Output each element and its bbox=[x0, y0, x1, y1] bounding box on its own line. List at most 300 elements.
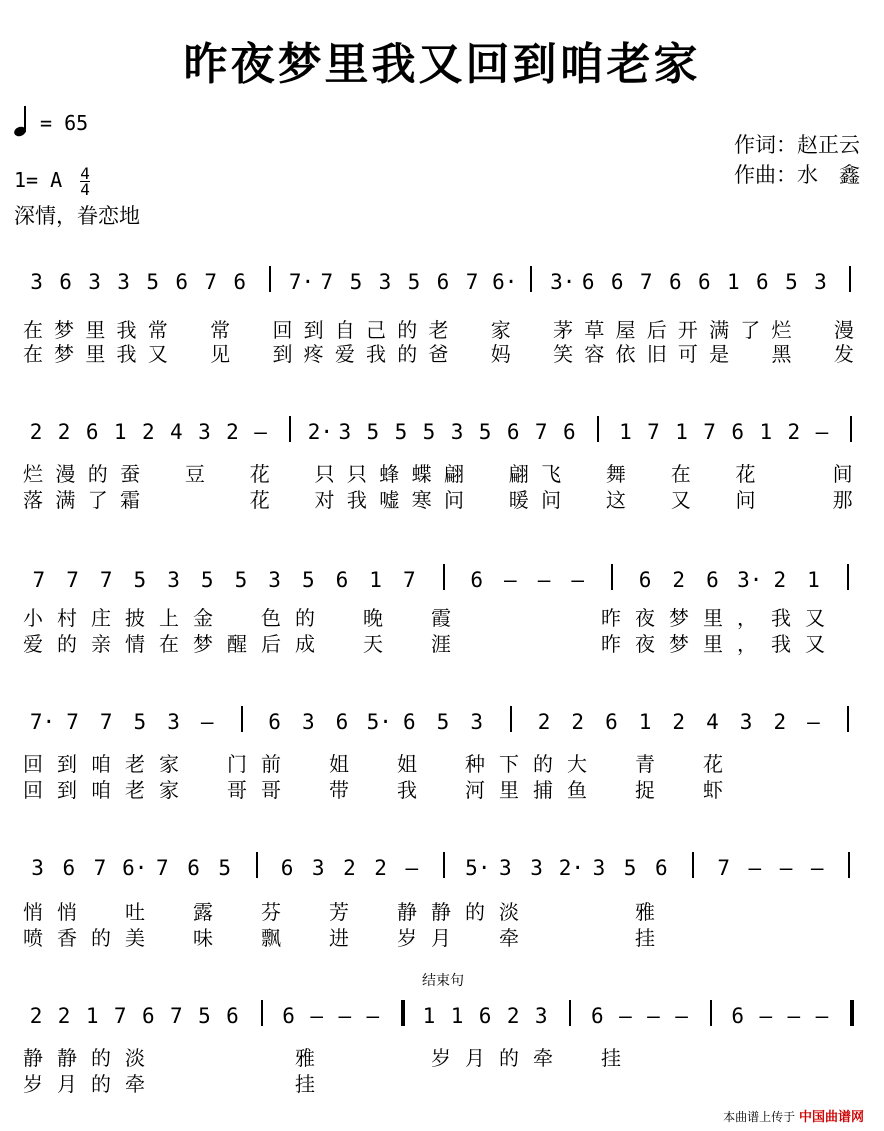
note: – bbox=[310, 1004, 324, 1028]
composer: 作曲：水 鑫 bbox=[734, 163, 860, 187]
lyric-char: 翩 bbox=[508, 462, 529, 486]
lyric-char: 发 bbox=[833, 342, 854, 366]
lyric-char: 的 bbox=[57, 632, 77, 656]
lyric-char: 满 bbox=[709, 318, 730, 342]
lyric-char bbox=[184, 484, 206, 513]
note: – bbox=[810, 856, 824, 880]
lyric-char bbox=[475, 458, 497, 487]
lyric-line bbox=[0, 1068, 884, 1096]
note: 3 bbox=[167, 568, 180, 592]
note: 6· bbox=[122, 856, 148, 880]
lyric-char: 哥 bbox=[261, 778, 281, 802]
lyric-char: 满 bbox=[55, 488, 76, 512]
lyric-char: 的 bbox=[397, 318, 418, 342]
lyric-char bbox=[294, 896, 316, 925]
lyric-char: 牵 bbox=[499, 926, 519, 950]
note: 3 bbox=[31, 856, 44, 880]
note: 3 bbox=[30, 270, 43, 294]
lyric-char bbox=[396, 602, 418, 631]
note: 6 bbox=[581, 270, 595, 294]
lyric-char: 又 bbox=[805, 632, 825, 656]
note: 3 bbox=[378, 270, 392, 294]
note: 6 bbox=[280, 856, 294, 880]
bar-line bbox=[850, 416, 852, 442]
bar-line bbox=[597, 416, 599, 442]
note: 7 bbox=[99, 568, 113, 592]
lyric-char bbox=[532, 602, 554, 631]
notation-system bbox=[0, 262, 884, 302]
lyric-char: 老 bbox=[428, 318, 449, 342]
lyric-char: 问 bbox=[444, 488, 464, 512]
note: 3 bbox=[534, 1004, 548, 1028]
lyric-char: 带 bbox=[329, 778, 349, 802]
notation-system bbox=[0, 702, 884, 742]
bar-line bbox=[261, 1000, 263, 1026]
lyric-char: 花 bbox=[703, 752, 723, 776]
lyric-char: 只 bbox=[314, 462, 335, 486]
note: 1 bbox=[759, 420, 773, 444]
note: 7 bbox=[204, 270, 218, 294]
note: – bbox=[338, 1004, 352, 1028]
lyric-line bbox=[0, 748, 884, 776]
lyric-char: 醒 bbox=[227, 632, 247, 656]
lyric-char bbox=[152, 484, 174, 513]
lyric-char: 开 bbox=[677, 318, 698, 342]
lyric-char: 自 bbox=[334, 318, 355, 342]
lyric-char: 老 bbox=[125, 778, 145, 802]
lyric-char: 哥 bbox=[227, 778, 247, 802]
note: 6 bbox=[436, 270, 450, 294]
lyric-char bbox=[573, 458, 595, 487]
note: 3 bbox=[450, 420, 464, 444]
lyric-char: 鱼 bbox=[567, 778, 587, 802]
note: 6 bbox=[638, 568, 652, 592]
lyric-char: 里 bbox=[703, 606, 723, 630]
lyric-char bbox=[158, 896, 180, 925]
notation-system bbox=[0, 412, 884, 452]
lyric-char: 翩 bbox=[444, 462, 464, 486]
note: 5 bbox=[133, 568, 147, 592]
lyric-char bbox=[216, 484, 238, 513]
lyric-char bbox=[216, 458, 238, 487]
note: 2 bbox=[226, 420, 239, 444]
lyric-char: 飞 bbox=[541, 462, 562, 486]
note: 7 bbox=[534, 420, 548, 444]
note: 2 bbox=[343, 856, 356, 880]
note: 5 bbox=[394, 420, 408, 444]
lyric-line bbox=[0, 922, 884, 950]
note: 6 bbox=[141, 1004, 155, 1028]
note: 6 bbox=[470, 568, 483, 592]
lyric-char bbox=[600, 748, 622, 777]
note: 7 bbox=[156, 856, 169, 880]
lyric-char bbox=[702, 458, 724, 487]
lyric-char: 喷 bbox=[23, 926, 43, 950]
note: 2· bbox=[558, 856, 585, 880]
lyric-char bbox=[328, 1042, 350, 1071]
bar-line bbox=[510, 706, 512, 732]
lyric-char bbox=[532, 922, 554, 951]
note: 1 bbox=[727, 270, 740, 294]
lyric-char bbox=[90, 896, 112, 925]
lyric-char: 家 bbox=[490, 318, 511, 342]
note: 2 bbox=[672, 568, 686, 592]
lyric-char: 月 bbox=[431, 926, 451, 950]
bar-line bbox=[241, 706, 243, 732]
lyric-char: 烂 bbox=[23, 462, 43, 486]
lyric-char: 淡 bbox=[499, 900, 519, 924]
lyric-line bbox=[0, 458, 884, 486]
lyric-char bbox=[226, 896, 248, 925]
note: 2 bbox=[29, 1004, 43, 1028]
lyric-char: 咱 bbox=[91, 778, 111, 802]
bar-line bbox=[848, 852, 850, 878]
lyric-char: ， bbox=[737, 632, 757, 656]
note: 5· bbox=[366, 710, 392, 734]
lyric-char: 我 bbox=[771, 606, 791, 630]
note: 7 bbox=[465, 270, 479, 294]
note: 6 bbox=[478, 1004, 492, 1028]
note: 7 bbox=[320, 270, 334, 294]
note: 3 bbox=[167, 710, 180, 734]
lyric-char: 成 bbox=[295, 632, 315, 656]
note: 4 bbox=[706, 710, 719, 734]
lyric-char: ， bbox=[737, 606, 757, 630]
lyric-char bbox=[802, 338, 824, 367]
lyric-char: 的 bbox=[91, 926, 111, 950]
bar-line bbox=[401, 1000, 405, 1026]
note: 5 bbox=[301, 568, 315, 592]
bar-line bbox=[692, 852, 694, 878]
lyric-char: 淡 bbox=[125, 1046, 145, 1070]
lyric-char: 我 bbox=[116, 342, 137, 366]
lyric-char: 回 bbox=[272, 318, 293, 342]
lyric-char: 的 bbox=[397, 342, 418, 366]
note: 2 bbox=[57, 420, 71, 444]
bar-line bbox=[289, 416, 291, 442]
note: 3· bbox=[550, 270, 576, 294]
note: 5 bbox=[349, 270, 363, 294]
lyric-char: 亲 bbox=[91, 632, 111, 656]
lyric-char: 后 bbox=[261, 632, 281, 656]
note: 3 bbox=[530, 856, 543, 880]
lyric-char: 梦 bbox=[193, 632, 213, 656]
note: 6· bbox=[492, 270, 518, 294]
lyric-char: 青 bbox=[635, 752, 655, 776]
note: 6 bbox=[402, 710, 416, 734]
note: 5 bbox=[623, 856, 637, 880]
lyric-char: 依 bbox=[615, 342, 636, 366]
note: 3 bbox=[301, 710, 315, 734]
lyric-char: 疼 bbox=[303, 342, 324, 366]
bar-line bbox=[847, 706, 849, 732]
note: 6 bbox=[610, 270, 624, 294]
lyric-char bbox=[158, 1068, 180, 1097]
note: 7 bbox=[703, 420, 716, 444]
lyric-char: 烂 bbox=[771, 318, 792, 342]
lyric-char: 色 bbox=[261, 606, 281, 630]
note: 5 bbox=[200, 568, 214, 592]
note: 3 bbox=[814, 270, 827, 294]
note: 6 bbox=[85, 420, 99, 444]
lyric-char: 门 bbox=[227, 752, 247, 776]
lyric-char: 的 bbox=[499, 1046, 519, 1070]
note: 1 bbox=[638, 710, 652, 734]
note: 6 bbox=[506, 420, 520, 444]
note: 6 bbox=[668, 270, 682, 294]
note: 7 bbox=[93, 856, 107, 880]
lyric-char: 大 bbox=[567, 752, 587, 776]
bar-line bbox=[847, 564, 849, 590]
lyric-char bbox=[328, 628, 350, 657]
note: 6 bbox=[59, 270, 72, 294]
lyric-char: 村 bbox=[57, 606, 77, 630]
key-label: 1= A bbox=[14, 168, 63, 192]
lyric-char: 金 bbox=[193, 606, 213, 630]
lyric-char: 梦 bbox=[54, 342, 75, 366]
note: 7 bbox=[32, 568, 46, 592]
note: 6 bbox=[268, 710, 281, 734]
note: 3 bbox=[268, 568, 281, 592]
note: 7 bbox=[717, 856, 730, 880]
note: – bbox=[815, 420, 829, 444]
lyric-char bbox=[739, 338, 761, 367]
lyric-char: 静 bbox=[397, 900, 417, 924]
note: 1 bbox=[85, 1004, 99, 1028]
note: 2· bbox=[307, 420, 333, 444]
lyric-char: 茅 bbox=[553, 318, 574, 342]
expression-marking: 深情，眷恋地 bbox=[14, 204, 140, 228]
note: 5 bbox=[407, 270, 421, 294]
lyric-char: 梦 bbox=[669, 606, 689, 630]
lyric-char: 的 bbox=[91, 1046, 111, 1070]
lyric-char: 小 bbox=[23, 606, 43, 630]
note: 3 bbox=[338, 420, 352, 444]
lyric-char: 在 bbox=[23, 318, 43, 342]
note: – bbox=[366, 1004, 380, 1028]
credits bbox=[734, 130, 860, 190]
lyric-char: 漫 bbox=[833, 318, 854, 342]
site-logo: 中国曲谱网 bbox=[798, 1110, 864, 1125]
lyric-char: 上 bbox=[159, 606, 179, 630]
tempo-value: = 65 bbox=[40, 111, 89, 135]
note: 3· bbox=[737, 568, 763, 592]
lyric-char: 昨 bbox=[601, 632, 621, 656]
note: 2 bbox=[537, 710, 551, 734]
lyric-char: 嘘 bbox=[379, 488, 400, 512]
lyric-char: 豆 bbox=[184, 462, 205, 486]
lyric-char: 屋 bbox=[615, 318, 636, 342]
lyric-char: 情 bbox=[125, 632, 145, 656]
note: 1 bbox=[422, 1004, 436, 1028]
lyric-char: 露 bbox=[193, 900, 213, 924]
note: 7 bbox=[99, 710, 113, 734]
lyric-char bbox=[294, 748, 316, 777]
lyric-char: 到 bbox=[57, 778, 77, 802]
note: 2 bbox=[571, 710, 585, 734]
lyric-char: 静 bbox=[57, 1046, 77, 1070]
bar-line bbox=[256, 852, 258, 878]
lyric-char: 又 bbox=[805, 606, 825, 630]
note: 2 bbox=[29, 420, 43, 444]
lyric-char: 里 bbox=[85, 342, 106, 366]
lyric-char bbox=[464, 922, 486, 951]
lyric-char: 的 bbox=[295, 606, 315, 630]
lyric-char: 姐 bbox=[329, 752, 349, 776]
lyric-char: 爸 bbox=[428, 342, 449, 366]
lyric-char: 我 bbox=[771, 632, 791, 656]
lyric-char bbox=[566, 1042, 588, 1071]
lyric-char bbox=[362, 922, 384, 951]
note: 6 bbox=[282, 1004, 295, 1028]
note: 5 bbox=[234, 568, 248, 592]
lyric-char bbox=[226, 922, 248, 951]
note: 2 bbox=[672, 710, 686, 734]
lyric-char bbox=[464, 602, 486, 631]
lyric-char: 美 bbox=[125, 926, 145, 950]
lyric-char: 岁 bbox=[431, 1046, 451, 1070]
lyric-char: 在 bbox=[159, 632, 179, 656]
lyric-char: 老 bbox=[125, 752, 145, 776]
lyric-char: 我 bbox=[346, 488, 367, 512]
lyric-char: 咱 bbox=[91, 752, 111, 776]
time-signature bbox=[80, 166, 90, 197]
note: 2 bbox=[141, 420, 155, 444]
note: 7 bbox=[170, 1004, 183, 1028]
bar-line bbox=[611, 564, 613, 590]
lyric-char bbox=[799, 458, 821, 487]
lyric-char: 草 bbox=[584, 318, 605, 342]
tempo-marking bbox=[14, 106, 88, 136]
lyric-char: 岁 bbox=[397, 926, 417, 950]
lyric-char: 家 bbox=[159, 778, 179, 802]
note: 3 bbox=[311, 856, 325, 880]
lyric-char: 吐 bbox=[125, 900, 145, 924]
lyric-char: 捕 bbox=[533, 778, 553, 802]
lyric-char: 后 bbox=[646, 318, 667, 342]
lyric-char bbox=[600, 922, 622, 951]
lyric-char bbox=[396, 628, 418, 657]
note: 6 bbox=[756, 270, 769, 294]
lyric-line bbox=[0, 628, 884, 656]
lyric-char bbox=[566, 628, 588, 657]
note: – bbox=[254, 420, 267, 444]
footer bbox=[723, 1106, 864, 1125]
lyric-char: 蚕 bbox=[120, 462, 141, 486]
lyric-line bbox=[0, 314, 884, 342]
lyric-char: 容 bbox=[584, 342, 605, 366]
lyric-char bbox=[600, 774, 622, 803]
lyric-char: 己 bbox=[366, 318, 387, 342]
lyric-char: 在 bbox=[670, 462, 691, 486]
bar-line bbox=[569, 1000, 571, 1026]
note: 7 bbox=[647, 420, 660, 444]
lyric-char: 家 bbox=[159, 752, 179, 776]
note: 5 bbox=[478, 420, 492, 444]
note: 5· bbox=[465, 856, 491, 880]
lyric-char: 种 bbox=[465, 752, 485, 776]
lyric-char: 花 bbox=[249, 488, 270, 512]
lyric-char: 是 bbox=[709, 342, 730, 366]
lyric-char bbox=[637, 484, 659, 513]
note: 3 bbox=[117, 270, 130, 294]
lyric-char: 下 bbox=[499, 752, 519, 776]
note: 7 bbox=[402, 568, 416, 592]
lyric-char: 披 bbox=[125, 606, 145, 630]
lyric-char bbox=[328, 602, 350, 631]
lyric-line bbox=[0, 896, 884, 924]
note: 6 bbox=[335, 568, 349, 592]
note: – bbox=[787, 1004, 801, 1028]
lyric-char: 舞 bbox=[605, 462, 626, 486]
lyric-char: 我 bbox=[116, 318, 137, 342]
lyric-char bbox=[566, 896, 588, 925]
lyric-char bbox=[430, 774, 452, 803]
lyric-char bbox=[260, 1068, 282, 1097]
notation-system bbox=[0, 996, 884, 1036]
lyric-char bbox=[498, 602, 520, 631]
note: 5 bbox=[785, 270, 798, 294]
lyric-char bbox=[362, 1042, 384, 1071]
lyric-char: 妈 bbox=[490, 342, 511, 366]
key-signature bbox=[14, 166, 90, 197]
note: 2 bbox=[374, 856, 387, 880]
lyric-char: 我 bbox=[366, 342, 387, 366]
lyric-char: 到 bbox=[303, 318, 324, 342]
lyric-char bbox=[226, 1068, 248, 1097]
note: 5 bbox=[198, 1004, 211, 1028]
note: 6 bbox=[654, 856, 668, 880]
lyric-char: 只 bbox=[346, 462, 367, 486]
lyric-char bbox=[767, 458, 789, 487]
lyric-char: 的 bbox=[91, 1072, 111, 1096]
note: 6 bbox=[233, 270, 247, 294]
lyric-char bbox=[192, 1042, 214, 1071]
lyric-char bbox=[498, 628, 520, 657]
lyric-char: 里 bbox=[499, 778, 519, 802]
note: – bbox=[504, 568, 517, 592]
lyric-char: 梦 bbox=[669, 632, 689, 656]
note: 1 bbox=[113, 420, 127, 444]
note: – bbox=[815, 1004, 829, 1028]
lyric-line bbox=[0, 774, 884, 802]
lyric-char bbox=[152, 458, 174, 487]
lyric-char: 里 bbox=[85, 318, 106, 342]
lyric-char bbox=[260, 1042, 282, 1071]
lyric-char bbox=[475, 484, 497, 513]
lyric-char bbox=[158, 922, 180, 951]
lyric-char: 寒 bbox=[411, 488, 432, 512]
note: 6 bbox=[731, 1004, 745, 1028]
note: 7· bbox=[29, 710, 56, 734]
bar-line bbox=[530, 266, 532, 292]
lyric-char: 问 bbox=[735, 488, 756, 512]
lyric-char: 天 bbox=[363, 632, 383, 656]
lyric-char: 问 bbox=[541, 488, 562, 512]
lyric-char: 飘 bbox=[261, 926, 281, 950]
lyric-char: 雅 bbox=[635, 900, 655, 924]
time-bottom: 4 bbox=[80, 180, 90, 199]
note: 5 bbox=[133, 710, 147, 734]
lyric-char: 夜 bbox=[635, 632, 655, 656]
note: 6 bbox=[226, 1004, 239, 1028]
note: 5 bbox=[436, 710, 450, 734]
lyric-char bbox=[702, 484, 724, 513]
lyric-char: 前 bbox=[261, 752, 281, 776]
lyric-char: 河 bbox=[465, 778, 485, 802]
note: 7 bbox=[66, 710, 79, 734]
notation-system bbox=[0, 560, 884, 600]
